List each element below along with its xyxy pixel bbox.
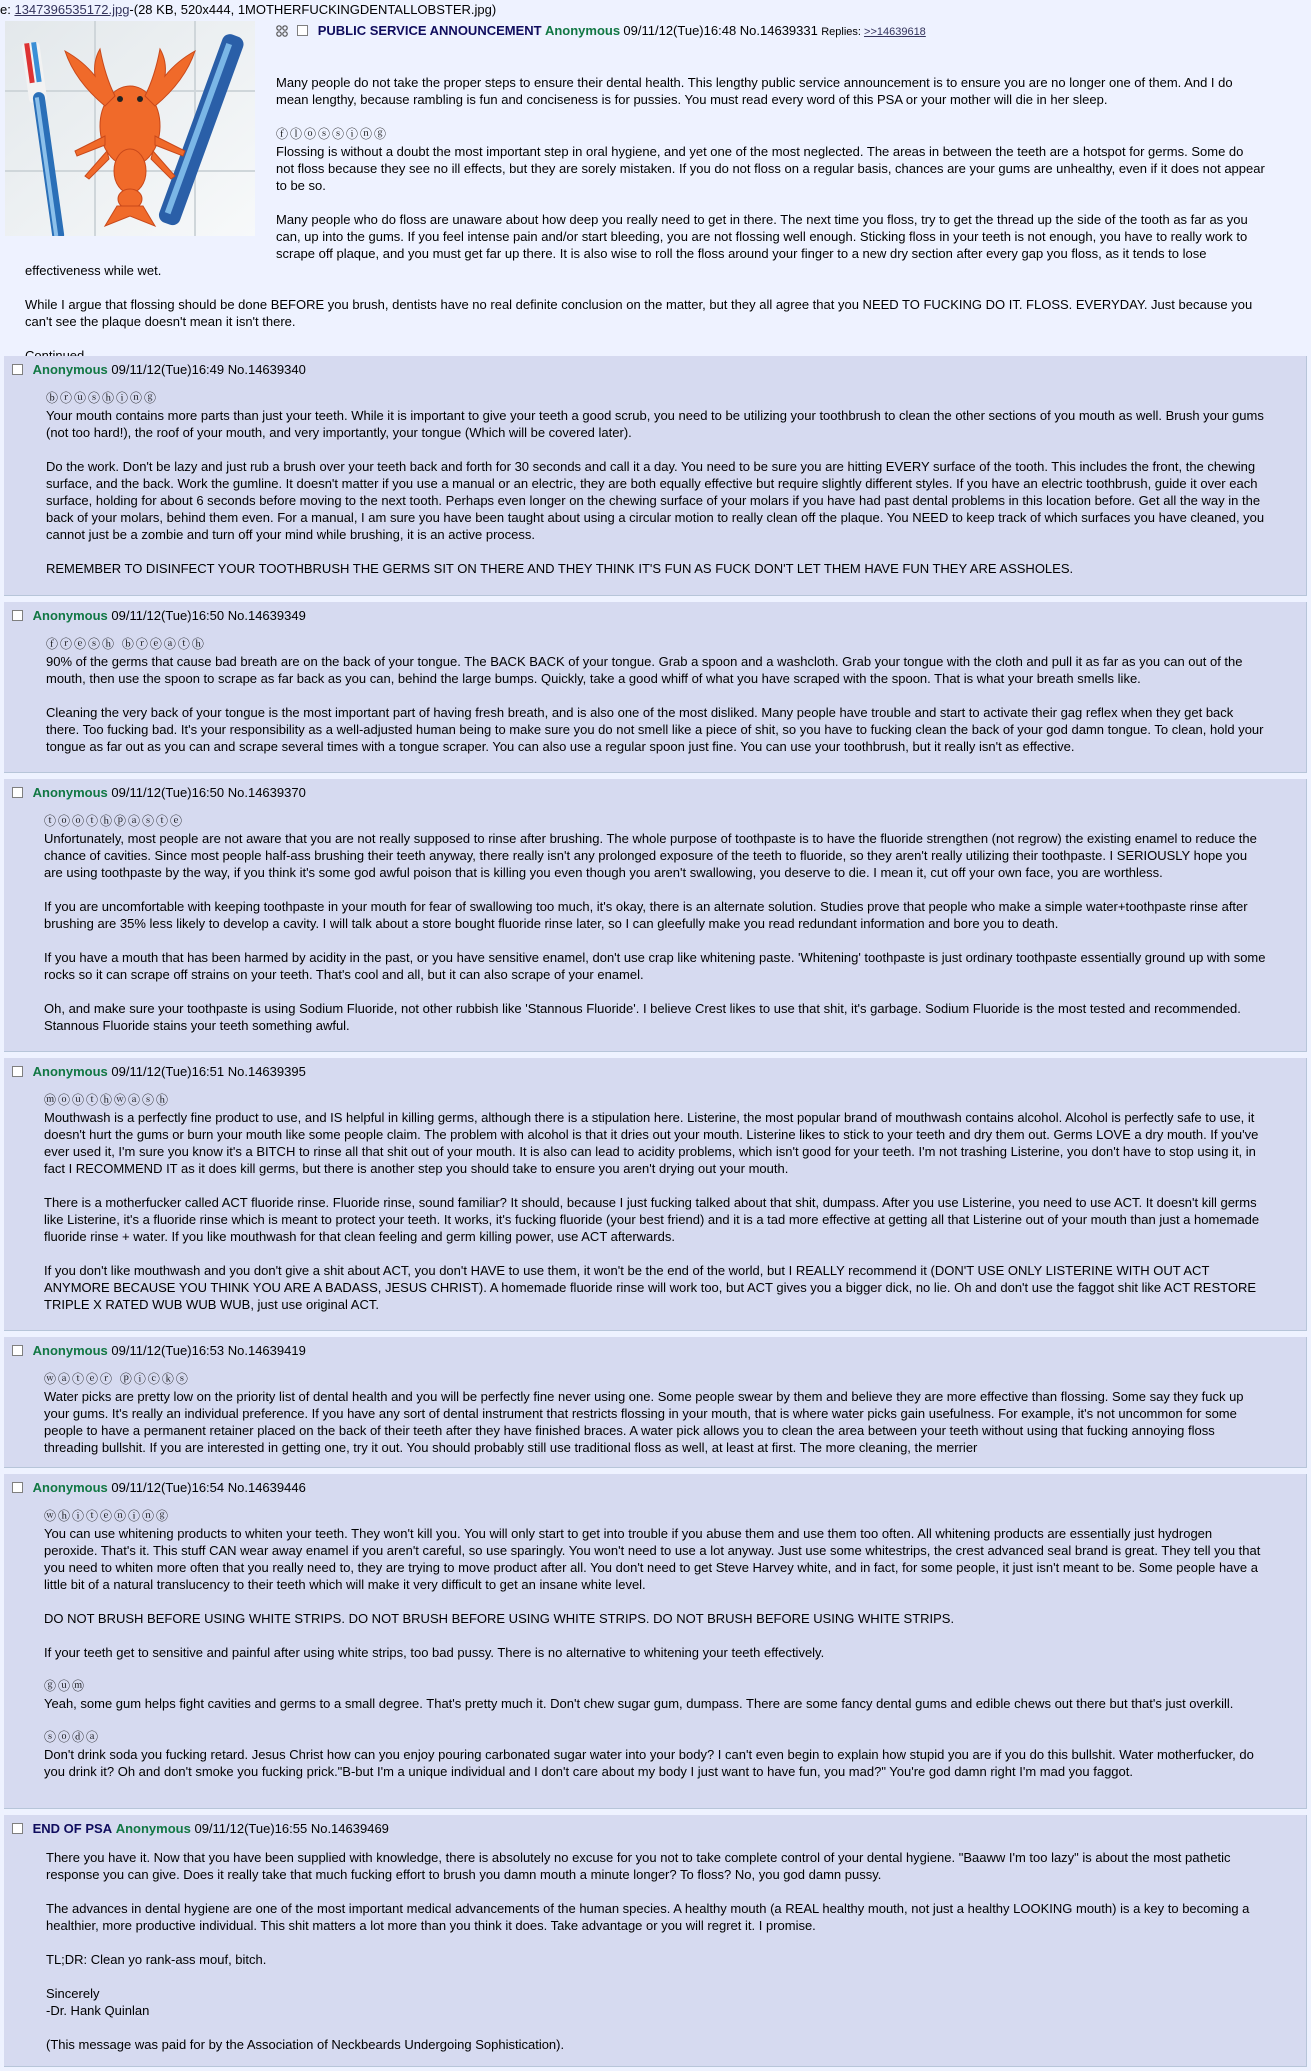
reply-header: [12, 361, 306, 379]
reply-select-checkbox[interactable]: [12, 610, 23, 621]
file-details: -(28 KB, 520x444, 1MOTHERFUCKINGDENTALLOBSTER.jpg): [129, 2, 497, 17]
op-paragraph: Many people do not take the proper steps to ensure their dental health. This lengthy public service announcement is to ensure you are no longer one of them. And I do mean lengthy, because rambling is fun and conciseness is for pussies. You must read every word of this PSA or your mother will die in her sleep.: [276, 75, 1233, 107]
reply-header: [12, 1063, 306, 1081]
op-message: [0, 52, 1265, 381]
reply-select-checkbox[interactable]: [12, 1482, 23, 1493]
op-header: [276, 22, 926, 42]
reply-header: [12, 1820, 389, 1838]
reply-paragraph: -Dr. Hank Quinlan: [46, 2003, 150, 2018]
reply-poster-name: Anonymous: [32, 1343, 108, 1358]
reply-post: [4, 1058, 1307, 1331]
reply-poster-name: Anonymous: [32, 785, 108, 800]
post-menu-icon[interactable]: [276, 24, 290, 42]
reply-message: [46, 390, 1266, 594]
reply-header: [12, 1342, 306, 1360]
reply-paragraph: Sincerely: [46, 1986, 100, 2001]
reply-paragraph: If you don't like mouthwash and you don't give a shit about ACT, you don't HAVE to use them, it won't be the end of the world, but I REALLY recommend it (DON'T USE ONLY LISTERINE WITH OUT ACT ANYMORE BECAUSE YOU THINK YOU ARE A BADASS, JESUS CHRIST). A homemade fluoride rinse will work too, but ACT gives you a bigger dick, no lie. Oh and don't use the faggot shit like ACT RESTORE TRIPLE X RATED WUB WUB WUB, just use original ACT.: [44, 1263, 1257, 1312]
reply-section-heading: ⓑⓡⓤⓢⓗⓘⓝⓖ: [46, 391, 159, 405]
replies-label: Replies:: [821, 26, 861, 38]
reply-poster-name: Anonymous: [32, 1480, 108, 1495]
reply-paragraph: Your mouth contains more parts than just your teeth. While it is important to give your teeth a good scrub, you need to be utilizing your toothbrush to clean the other sections of you mouth as well. Brush your gums (not too hard!), the roof of your mouth, and very importantly, your tongue (Which will be covered later).: [46, 408, 1264, 440]
op-select-checkbox[interactable]: [297, 25, 308, 36]
reply-post: [4, 356, 1307, 596]
reply-post: [4, 1337, 1307, 1468]
reply-paragraph: Cleaning the very back of your tongue is the most important part of having fresh breath, and is also one of the most disliked. Many people have trouble and start to activate their gag reflex when they get back there. Too fucking bad. It's your responsibility as a well-adjusted human being to make sure you do not smell like a piece of shit, so you have to fucking clean the back of your god damn tongue. To clean, hold your tongue as far out as you can and scrape several times with a tongue scraper. You can also use a regular spoon just fine. You can use your toothbrush, but it really isn't as effective.: [46, 705, 1264, 754]
reply-header: [12, 607, 306, 625]
op-post-meta: 09/11/12(Tue)16:48 No.14639331: [623, 23, 818, 38]
reply-section-heading: ⓖⓤⓜ: [44, 1679, 87, 1693]
reply-paragraph: Don't drink soda you fucking retard. Jesus Christ how can you enjoy pouring carbonated sugar water into your body? I can't even begin to explain how stupid you are if you do this bullshit. Water motherfucker, do you drink it? Oh and don't smoke you fucking prick."B-but I'm a unique individual and I don't care about my body I just want to have fun, you mad?" You're god damn right I'm mad you faggot.: [44, 1747, 1254, 1779]
reply-paragraph: Unfortunately, most people are not aware that you are not really supposed to rinse after brushing. The whole purpose of toothpaste is to have the fluoride strengthen (not regrow) the existing enamel to reduce the chance of cavities. Since most people half-ass brushing their teeth anyway, there really isn't any prolonged exposure of the teeth to fluoride, so they aren't really utilizing their toothpaste. I SERIOUSLY hope you are using toothpaste by the way, if you think it's some god awful poison that is killing you even though you aren't swallowing, you deserve to die. I mean it, cut off your own face, you are worthless.: [44, 831, 1257, 880]
op-replies: [821, 26, 926, 38]
reply-paragraph: If you have a mouth that has been harmed by acidity in the past, or you have sensitive enamel, don't use crap like whitening paste. 'Whitening' toothpaste is just ordinary toothpaste essentially ground up with some rocks so it can scrape off strains on your teeth. That's cool and all, but it can also scrape of your enamel.: [44, 950, 1266, 982]
reply-section-heading: ⓦⓗⓘⓣⓔⓝⓘⓝⓖ: [44, 1509, 171, 1523]
op-section-heading: ⓕⓛⓞⓢⓢⓘⓝⓖ: [276, 127, 389, 141]
reply-post: [4, 602, 1307, 773]
reply-paragraph: The advances in dental hygiene are one of the most important medical advancements of the human species. A healthy mouth (a REAL healthy mouth, not just a healthy LOOKING mouth) is a key to becoming a healthier, more productive individual. This shit matters a lot more than you think it does. Take advantage or you will regret it. I promise.: [46, 1901, 1250, 1933]
reply-subject: END OF PSA: [32, 1821, 113, 1836]
reply-paragraph: Water picks are pretty low on the priority list of dental health and you will be perfectly fine never using one. Some people swear by them and believe they are more effective than flossing. Some say they fuck up your gums. It's really an individual preference. If you have any sort of dental instrument that restricts flossing in your mouth, that is where water picks gain usefulness. For example, it's not uncommon for some people to have a permanent retainer placed on the back of their teeth after they have finished braces. A water pick allows you to clean the area between your teeth without using that fucking annoying floss threading bullshit. If you are interested in getting one, try it out. You should probably still use traditional floss as well, at least at first. The more cleaning, the merrier: [44, 1389, 1244, 1455]
reply-post-meta: 09/11/12(Tue)16:49 No.14639340: [111, 362, 306, 377]
reply-paragraph: DO NOT BRUSH BEFORE USING WHITE STRIPS. DO NOT BRUSH BEFORE USING WHITE STRIPS. DO NOT BRUSH BEFORE USING WHITE STRIPS.: [44, 1611, 955, 1626]
reply-message: [44, 1371, 1266, 1473]
reply-backlink[interactable]: >>14639618: [864, 26, 926, 38]
reply-poster-name: Anonymous: [32, 608, 108, 623]
reply-paragraph: Yeah, some gum helps fight cavities and germs to a small degree. That's pretty much it. Don't chew sugar gum, dumpass. There are some fancy dental gums and edible chews out there but that's just overkill.: [44, 1696, 1234, 1711]
reply-select-checkbox[interactable]: [12, 1823, 23, 1834]
reply-paragraph: You can use whitening products to whiten your teeth. They won't kill you. You will only start to get into trouble if you abuse them and use them too often. All whitening products are essentially just hydrogen peroxide. That's it. This stuff CAN wear away enamel if you aren't careful, so use sparingly. You won't need to use a lot anyway. Just use some whitestrips, the crest advanced seal brand is great. They tell you that you need to whiten more often that you really need to, they are trying to move product after all. You don't need to get Steve Harvey white, and in fact, for some people, it just isn't meant to be. Some people have a little bit of a natural translucency to their teeth which will make it very difficult to get an insane white level.: [44, 1526, 1261, 1592]
reply-select-checkbox[interactable]: [12, 1345, 23, 1356]
op-poster-name: Anonymous: [544, 23, 621, 38]
reply-select-checkbox[interactable]: [12, 364, 23, 375]
reply-paragraph: There you have it. Now that you have been supplied with knowledge, there is absolutely no excuse for you not to take complete control of your dental hygiene. "Baaww I'm too lazy" is about the most pathetic response you can give. Does it really take that much fucking effort to brush you damn mouth a minute longer? To floss? No, you god damn pussy.: [46, 1850, 1231, 1882]
reply-paragraph: REMEMBER TO DISINFECT YOUR TOOTHBRUSH THE GERMS SIT ON THERE AND THEY THINK IT'S FUN AS FUCK DON'T LET THEM HAVE FUN THEY ARE ASSHOLES.: [46, 561, 1074, 576]
reply-paragraph: If your teeth get to sensitive and painful after using white strips, too bad pussy. There is no alternative to whitening your teeth effectively.: [44, 1645, 825, 1660]
reply-post: [4, 1474, 1307, 1809]
reply-section-heading: ⓢⓞⓓⓐ: [44, 1730, 101, 1744]
reply-paragraph: If you are uncomfortable with keeping toothpaste in your mouth for fear of swallowing too much, it's okay, there is an alternate solution. Studies prove that people who make a simple water+toothpaste rinse after brushing are 35% less likely to develop a cavity. I will talk about a store bought fluoride rinse later, so I can gleefully make you read redundant information and bore you to death.: [44, 899, 1248, 931]
reply-paragraph: Oh, and make sure your toothpaste is using Sodium Fluoride, not other rubbish like 'Stannous Fluoride'. I believe Crest likes to use that shit, it's garbage. Sodium Fluoride is the most tested and recommended. Stannous Fluoride stains your teeth something awful.: [44, 1001, 1241, 1033]
op-paragraph: effectiveness while wet.: [25, 263, 162, 278]
reply-post-meta: 09/11/12(Tue)16:55 No.14639469: [194, 1821, 389, 1836]
reply-poster-name: Anonymous: [32, 362, 108, 377]
reply-paragraph: There is a motherfucker called ACT fluoride rinse. Fluoride rinse, sound familiar? It should, because I just fucking talked about that shit, dumpass. After you use Listerine, you need to use ACT. It doesn't kill germs like Listerine, it's a fluoride rinse which is meant to protect your teeth. It works, it's fucking fluoride (your best friend) and it is a tad more effective at getting all that Listerine out of your mouth than just a homemade fluoride rinse + water. If you like mouthwash for that clean feeling and germ killing power, use ACT afterwards.: [44, 1195, 1260, 1244]
reply-paragraph: 90% of the germs that cause bad breath are on the back of your tongue. The BACK BACK of your tongue. Grab a spoon and a washcloth. Grab your tongue with the cloth and pull it as far as you can out of the mouth, then use the spoon to scrape as far back as you can, behind the large bumps. Quickly, take a good whiff of what you have scraped with the spoon. That is what your breath smells like.: [46, 654, 1243, 686]
file-info: [0, 2, 496, 18]
op-paragraph: Many people who do floss are unaware about how deep you really need to get in there. The next time you floss, try to get the thread up the side of the tooth as far as you can, up into the gums. If you feel intense pain and/or start bleeding, you are not flossing well enough. Sticking floss in your teeth is not enough, you have to really work to scrape off plaque, and you must get far up there. It is also wise to roll the floss around your finger to a new dry section after every gap you floss, as it tends to lose: [276, 212, 1248, 261]
reply-post: [4, 1815, 1307, 2067]
reply-message: [44, 1508, 1266, 1797]
reply-poster-name: Anonymous: [115, 1821, 191, 1836]
op-paragraph: Flossing is without a doubt the most important step in oral hygiene, and yet one of the most neglected. The areas in between the teeth are a hotspot for germs. Some do not floss because they see no ill effects, but they are sorely mistaken. If you do not floss on a regular basis, chances are your gums are unhealthy, even if it does not appear to be so.: [276, 144, 1265, 193]
reply-post: [4, 779, 1307, 1052]
reply-poster-name: Anonymous: [32, 1064, 108, 1079]
reply-section-heading: ⓜⓞⓤⓣⓗⓦⓐⓢⓗ: [44, 1093, 171, 1107]
op-subject: PUBLIC SERVICE ANNOUNCEMENT: [317, 23, 542, 38]
reply-post-meta: 09/11/12(Tue)16:50 No.14639370: [111, 785, 306, 800]
reply-section-heading: ⓣⓞⓞⓣⓗⓟⓐⓢⓣⓔ: [44, 814, 185, 828]
reply-message: [44, 1092, 1266, 1330]
reply-header: [12, 1479, 306, 1497]
op-paragraph: While I argue that flossing should be done BEFORE you brush, dentists have no real definite conclusion on the matter, but they all agree that you NEED TO FUCKING DO IT. FLOSS. EVERYDAY. Just because you can't see the plaque doesn't mean it isn't there.: [25, 297, 1253, 329]
reply-post-meta: 09/11/12(Tue)16:53 No.14639419: [111, 1343, 306, 1358]
reply-message: [46, 1849, 1266, 2070]
reply-message: [46, 636, 1266, 772]
file-prefix: e:: [0, 2, 15, 17]
reply-post-meta: 09/11/12(Tue)16:54 No.14639446: [111, 1480, 306, 1495]
reply-section-heading: ⓦⓐⓣⓔⓡ ⓟⓘⓒⓚⓢ: [44, 1372, 190, 1386]
reply-paragraph: Mouthwash is a perfectly fine product to use, and IS helpful in killing germs, although there is a stipulation here. Listerine, the most popular brand of mouthwash contains alcohol. Alcohol is perfectly safe to use, it doesn't hurt the gums or burn your mouth like some people claim. The problem with alcohol is that it dries out your mouth. Listerine likes to stick to your teeth and dry them out. Germs LOVE a dry mouth. If you've ever used it, I'm sure you know it's a BITCH to rinse all that shit out of your mouth. It is also can lead to acidity problems, which isn't good for your teeth. I'm not trashing Listerine, you don't have to stop using it, in fact I RECOMMEND IT as it does kill germs, but there is another step you should take to ensure you aren't drying out your mouth.: [44, 1110, 1259, 1176]
reply-section-heading: ⓕⓡⓔⓢⓗ ⓑⓡⓔⓐⓣⓗ: [46, 637, 206, 651]
reply-paragraph: TL;DR: Clean yo rank-ass mouf, bitch.: [46, 1952, 267, 1967]
reply-select-checkbox[interactable]: [12, 1066, 23, 1077]
file-link[interactable]: 1347396535172.jpg: [14, 2, 130, 17]
reply-message: [44, 813, 1266, 1051]
reply-select-checkbox[interactable]: [12, 787, 23, 798]
reply-post-meta: 09/11/12(Tue)16:51 No.14639395: [111, 1064, 306, 1079]
reply-paragraph: (This message was paid for by the Association of Neckbeards Undergoing Sophistication).: [46, 2037, 565, 2052]
reply-post-meta: 09/11/12(Tue)16:50 No.14639349: [111, 608, 306, 623]
reply-paragraph: Do the work. Don't be lazy and just rub a brush over your teeth back and forth for 30 seconds and call it a day. You need to be sure you are hitting EVERY surface of the tooth. This includes the front, the chewing surface, and the back. Work the gumline. It doesn't matter if you use a manual or an electric, they are both equally effective but require slightly different styles. If you have an electric toothbrush, guide it over each surface, holding for about 6 seconds before moving to the next tooth. Perhaps even longer on the chewing surface of your molars if you have had past dental problems in this location before. Get all the way in the back of your molars, behind them even. For a manual, I am sure you have been taught about using a circular motion to really clean off the plaque. You NEED to keep track of which surfaces you have cleaned, you cannot just be a zombie and turn off your mind while brushing, it is an active process.: [46, 459, 1265, 542]
reply-header: [12, 784, 306, 802]
